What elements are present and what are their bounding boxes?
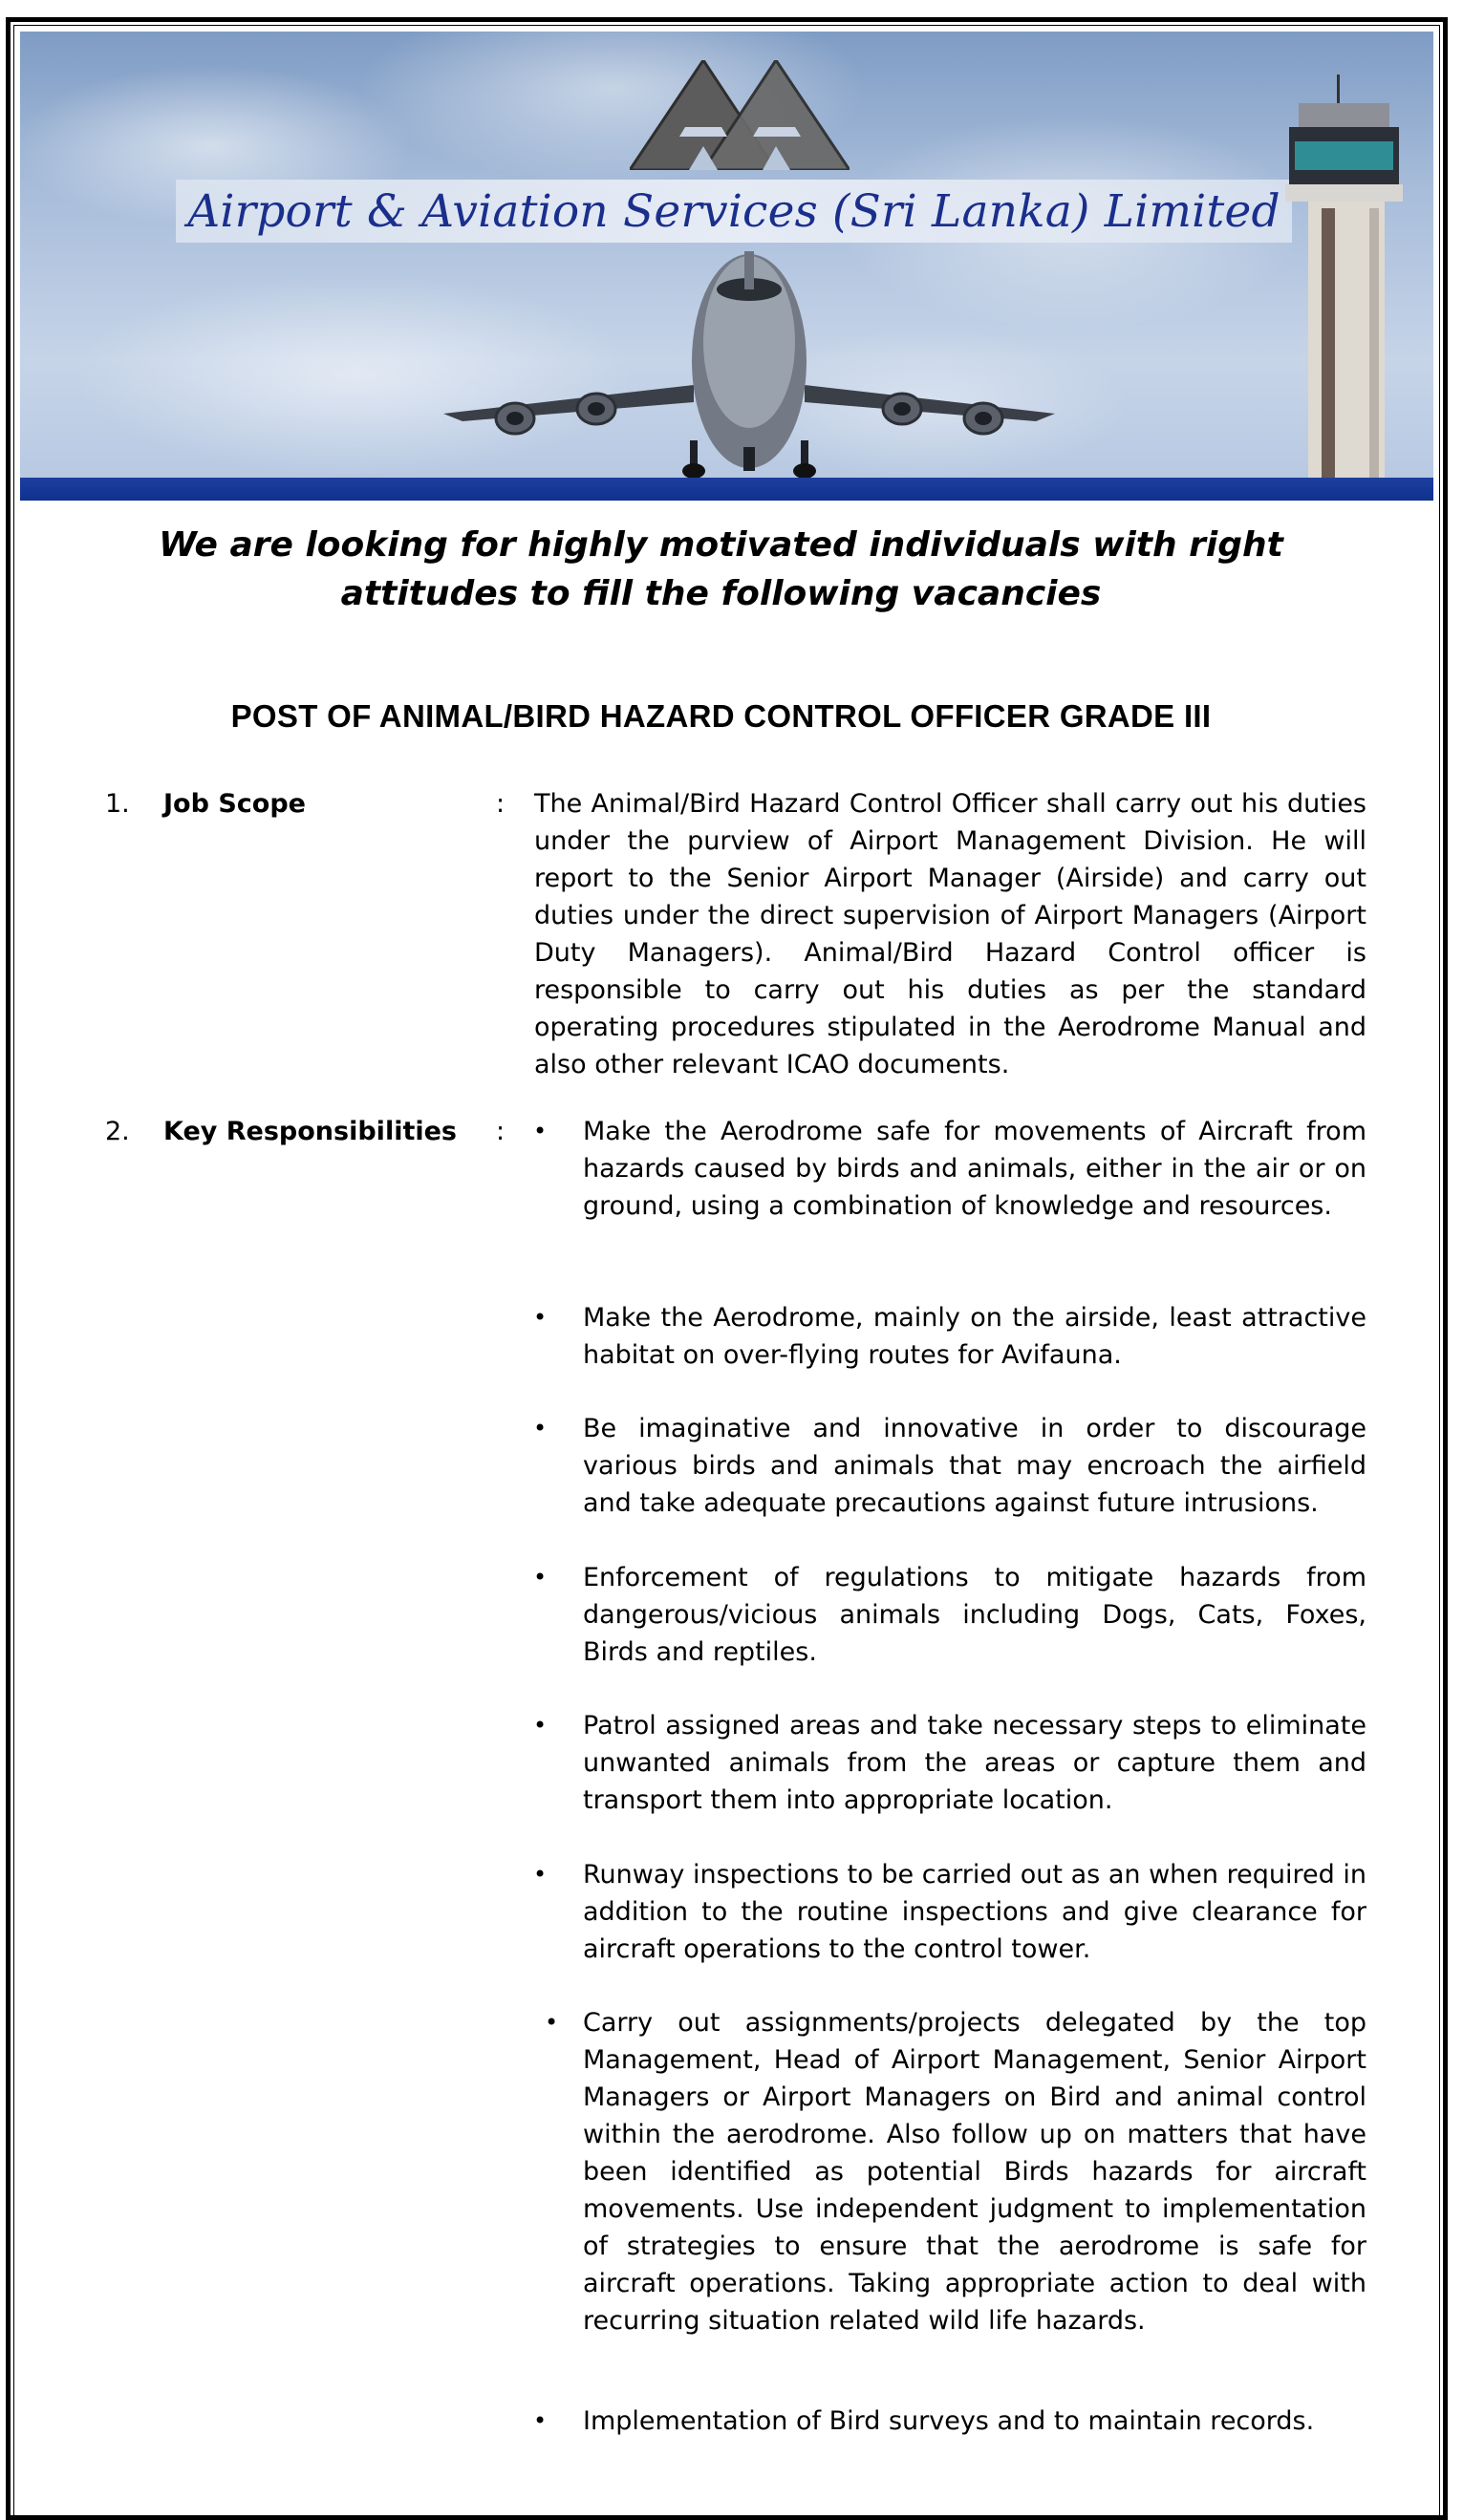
intro-line-1: We are looking for highly motivated individuals with right: [159, 525, 1283, 565]
bullet-icon: •: [533, 1861, 548, 1888]
section-number: 1.: [105, 789, 130, 819]
job-scope-text: The Animal/Bird Hazard Control Officer shall carry out his duties under the purview of Airport Management Division. He will report to the Senior Airport Manager (Airside) and carry out duties under the direct supervision of Airport Managers (Airport Duty Managers). Animal/Bird Hazard Control officer is responsible to carry out his duties as per the standard operating procedures stipulated in the Aerodrome Manual and also other relevant ICAO documents.: [534, 789, 1366, 1079]
intro-line-2: attitudes to fill the following vacancies: [340, 574, 1102, 613]
section-number: 2.: [105, 1117, 130, 1146]
section-colon: :: [496, 789, 506, 819]
header-banner: [20, 32, 1433, 501]
responsibility-text: Runway inspections to be carried out as an when required in addition to the routine inspections and give clearance for aircraft operations to the control tower.: [583, 1860, 1366, 1964]
bullet-icon: •: [533, 1304, 548, 1331]
intro-headline: [10, 521, 1432, 618]
bullet-icon: •: [533, 1564, 548, 1591]
responsibility-text: Make the Aerodrome, mainly on the airside, least attractive habitat on over-flying routes for Avifauna.: [583, 1303, 1366, 1370]
responsibility-text: Carry out assignments/projects delegated by the top Management, Head of Airport Management, Senior Airport Managers or Airport Managers on Bird and animal control within the aerodrome. Also follow up on matters that have been identified as potential Birds hazards for aircraft movements. Use independent judgment to implementation of strategies to ensure that the aerodrome is safe for aircraft operations. Taking appropriate action to deal with recurring situation related wild life hazards.: [583, 2008, 1366, 2336]
company-name-band: [176, 180, 1292, 243]
responsibility-text: Patrol assigned areas and take necessary steps to eliminate unwanted animals from the areas or capture them and transport them into appropriate location.: [583, 1711, 1366, 1815]
responsibility-text: Enforcement of regulations to mitigate hazards from dangerous/vicious animals including Dogs, Cats, Foxes, Birds and reptiles.: [583, 1563, 1366, 1667]
section-label: Job Scope: [163, 789, 306, 819]
banner-stripe: [20, 478, 1433, 501]
responsibility-text: Make the Aerodrome safe for movements of Aircraft from hazards caused by birds and animals, either in the air or on ground, using a combination of knowledge and resources.: [583, 1117, 1366, 1221]
bullet-icon: •: [533, 1712, 548, 1739]
bullet-icon: •: [545, 2009, 559, 2036]
responsibility-text: Implementation of Bird surveys and to maintain records.: [583, 2406, 1315, 2436]
responsibility-text: Be imaginative and innovative in order to discourage various birds and animals that may encroach the airfield and take adequate precautions against future intrusions.: [583, 1414, 1366, 1518]
airplane-icon: [443, 251, 1055, 481]
bullet-icon: •: [533, 2407, 548, 2434]
control-tower-icon: [1280, 75, 1409, 481]
post-title: POST OF ANIMAL/BIRD HAZARD CONTROL OFFICER GRADE III: [230, 698, 1212, 734]
bullet-icon: •: [533, 1118, 548, 1144]
bullet-icon: •: [533, 1415, 548, 1442]
company-name: Airport & Aviation Services (Sri Lanka) Limited: [187, 184, 1280, 238]
aasl-logo-icon: [630, 60, 850, 170]
section-colon: :: [496, 1117, 506, 1146]
section-label: Key Responsibilities: [163, 1117, 457, 1146]
